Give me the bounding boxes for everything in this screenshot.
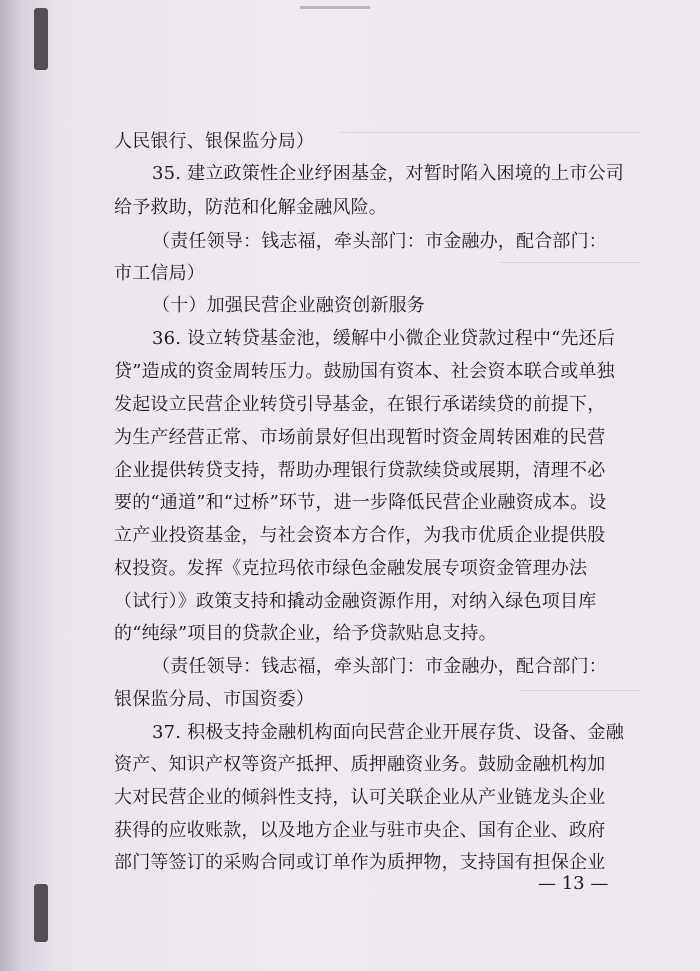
text-line: 给予救助，防范和化解金融风险。 bbox=[114, 197, 387, 218]
text-line: （责任领导：钱志福，牵头部门：市金融办，配合部门： bbox=[152, 656, 607, 677]
scan-edge-shadow bbox=[0, 0, 58, 971]
page-number: — 13 — bbox=[538, 873, 609, 894]
bleed-through-mark bbox=[520, 690, 640, 701]
binding-hole-bottom bbox=[34, 884, 48, 942]
binding-hole-top bbox=[34, 8, 48, 70]
text-line: 的“纯绿”项目的贷款企业，给予贷款贴息支持。 bbox=[114, 623, 497, 644]
text-line: 部门等签订的采购合同或订单作为质押物，支持国有担保企业 bbox=[114, 852, 606, 873]
scan-artifact bbox=[300, 6, 370, 9]
text-line: 权投资。发挥《克拉玛依市绿色金融发展专项资金管理办法 bbox=[114, 558, 588, 579]
text-line: 人民银行、银保监分局） bbox=[114, 131, 315, 152]
text-line: 大对民营企业的倾斜性支持，认可关联企业从产业链龙头企业 bbox=[114, 787, 606, 808]
text-line: （试行）》政策支持和撬动金融资源作用，对纳入绿色项目库 bbox=[114, 591, 597, 612]
bleed-through-mark bbox=[340, 132, 640, 143]
section-heading: （十）加强民营企业融资创新服务 bbox=[152, 295, 425, 316]
text-line: （责任领导：钱志福，牵头部门：市金融办，配合部门： bbox=[152, 231, 607, 252]
text-line: 立产业投资基金，与社会资本方合作，为我市优质企业提供股 bbox=[114, 525, 606, 546]
text-line: 发起设立民营企业转贷引导基金，在银行承诺续贷的前提下， bbox=[114, 394, 606, 415]
text-line: 市工信局） bbox=[114, 263, 205, 284]
text-line: 资产、知识产权等资产抵押、质押融资业务。鼓励金融机构加 bbox=[114, 754, 606, 775]
text-line: 35. 建立政策性企业纾困基金，对暂时陷入困境的上市公司 bbox=[152, 163, 624, 184]
text-line: 为生产经营正常、市场前景好但出现暂时资金周转困难的民营 bbox=[114, 427, 606, 448]
text-line: 银保监分局、市国资委） bbox=[114, 689, 315, 710]
bleed-through-mark bbox=[500, 262, 640, 273]
text-line: 37. 积极支持金融机构面向民营企业开展存货、设备、金融 bbox=[152, 722, 624, 743]
text-line: 企业提供转贷支持，帮助办理银行贷款续贷或展期，清理不必 bbox=[114, 460, 606, 481]
text-line: 要的“通道”和“过桥”环节，进一步降低民营企业融资成本。设 bbox=[114, 492, 607, 513]
text-line: 贷”造成的资金周转压力。鼓励国有资本、社会资本联合或单独 bbox=[114, 361, 615, 382]
text-line: 36. 设立转贷基金池，缓解中小微企业贷款过程中“先还后 bbox=[152, 328, 616, 349]
text-line: 获得的应收账款，以及地方企业与驻市央企、国有企业、政府 bbox=[114, 820, 606, 841]
